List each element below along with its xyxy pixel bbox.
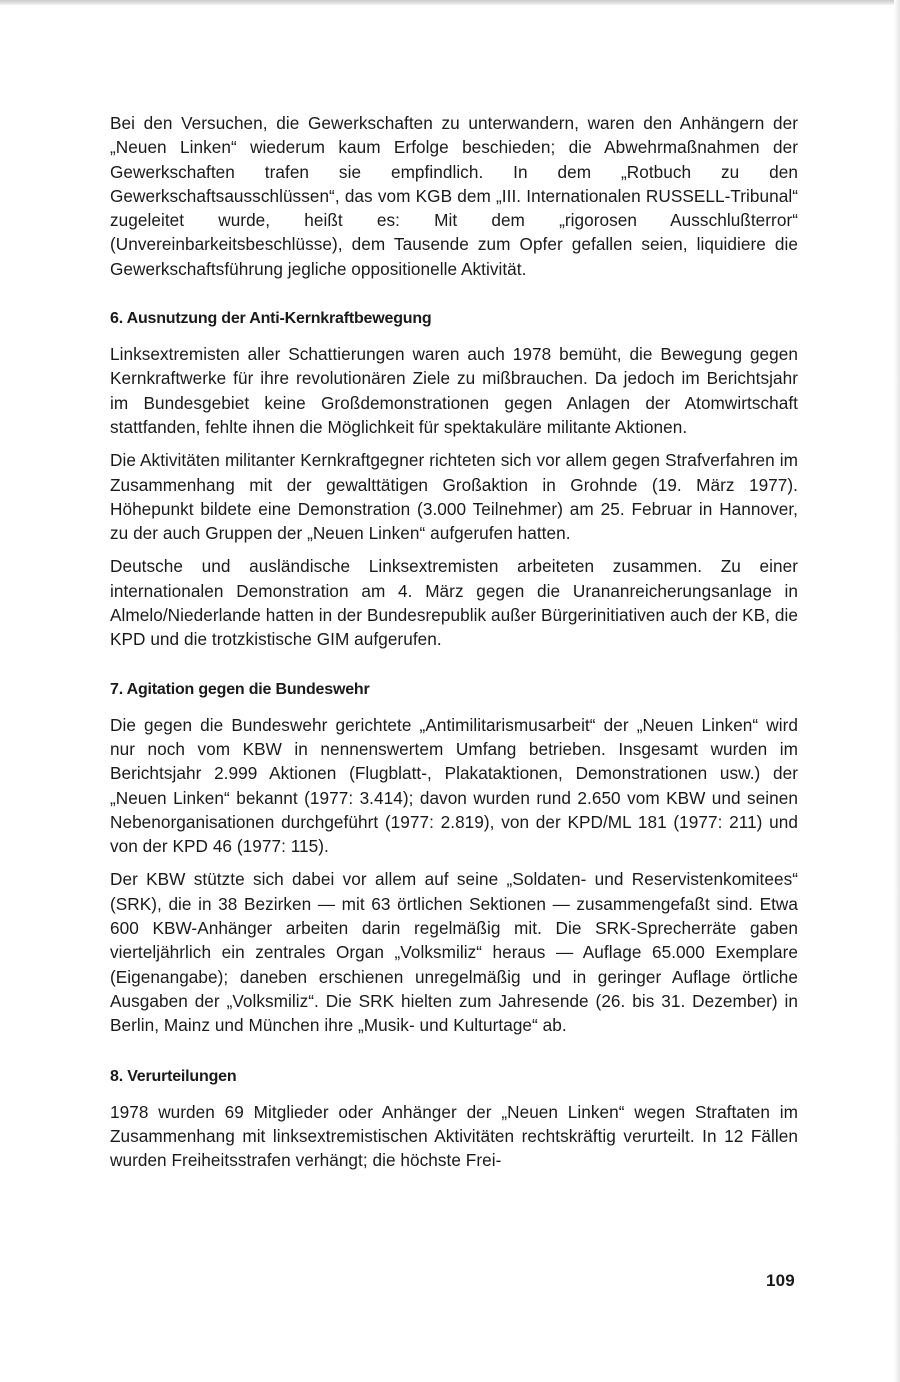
- section-heading: 6. Ausnutzung der Anti-Kernkraftbewegung: [110, 310, 432, 328]
- page-right-edge: [894, 0, 900, 1382]
- section-agitation-bundeswehr: [110, 679, 798, 1038]
- section-paragraph: Der KBW stützte sich dabei vor allem auf seine „Soldaten- und Reservistenkomitees“ (SRK), die in 38 Bezirken — mit 63 örtlichen Sektionen — zusammengefaßt sind. Etwa 600 KBW-Anhänger arbeiten darin regelmäßig mit. Die SRK-Sprecherräte gaben vierteljährlich ein zentrales Organ „Volksmiliz“ heraus — Auflage 65.000 Exemplare (Eigenangabe); daneben erschienen unregelmäßig und in geringer Auflage örtliche Ausgaben der „Volksmiliz“. Die SRK hielten zum Jahresende (26. bis 31. Dezember) in Berlin, Mainz und München ihre „Musik- und Kulturtage“ ab.: [110, 869, 798, 1036]
- intro-paragraph: Bei den Versuchen, die Gewerkschaften zu unterwandern, waren den Anhängern der „Neuen Linken“ wiederum kaum Erfolge beschieden; die Abwehrmaßnahmen der Gewerkschaften trafen sie empfindlich. In dem „Rotbuch zu den Gewerkschaftsausschlüssen“, das vom KGB dem „III. Internationalen RUSSELL-Tribunal“ zugeleitet wurde, heißt es: Mit dem „rigorosen Ausschlußterror“ (Unvereinbarkeitsbeschlüsse), dem Tausende zum Opfer gefallen seien, liquidiere die Gewerkschaftsführung jegliche oppositionelle Aktivität.: [110, 113, 798, 279]
- section-paragraph: Linksextremisten aller Schattierungen waren auch 1978 bemüht, die Bewegung gegen Kernkraftwerke für ihre revolutionären Ziele zu mißbrauchen. Da jedoch im Berichtsjahr im Bundesgebiet keine Großdemonstrationen gegen Anlagen der Atomwirtschaft stattfanden, fehlte ihnen die Möglichkeit für spektakuläre militante Aktionen.: [110, 344, 798, 437]
- section-paragraph: Die Aktivitäten militanter Kernkraftgegner richteten sich vor allem gegen Strafverfahren im Zusammenhang mit der gewalttätigen Großaktion in Grohnde (19. März 1977). Höhepunkt bildete eine Demonstration (3.000 Teilnehmer) am 25. Februar in Hannover, zu der auch Gruppen der „Neuen Linken“ aufgerufen hatten.: [110, 450, 798, 544]
- section-verurteilungen: [110, 1066, 798, 1173]
- section-heading: 8. Verurteilungen: [110, 1067, 237, 1085]
- page-top-edge: [0, 0, 900, 5]
- page-number: 109: [766, 1271, 795, 1290]
- document-body: [110, 111, 798, 1181]
- section-paragraph: Die gegen die Bundeswehr gerichtete „Antimilitarismusarbeit“ der „Neuen Linken“ wird nur noch vom KBW in nennenswertem Umfang betrieben. Insgesamt wurden im Berichtsjahr 2.999 Aktionen (Flugblatt-, Plakataktionen, Demonstrationen usw.) der „Neuen Linken“ bekannt (1977: 3.414); davon wurden rund 2.650 vom KBW und seinen Nebenorganisationen durchgeführt (1977: 2.819), von der KPD/ML 181 (1977: 211) und von der KPD 46 (1977: 115).: [110, 714, 798, 857]
- section-anti-kernkraftbewegung: [110, 308, 798, 652]
- section-paragraph: Deutsche und ausländische Linksextremisten arbeiteten zusammen. Zu einer internationalen Demonstration am 4. März gegen die Urananreicherungsanlage in Almelo/Niederlande hatten in der Bundesrepublik außer Bürgerinitiativen auch der KB, die KPD und die trotzkistische GIM aufgerufen.: [110, 556, 798, 650]
- section-heading: 7. Agitation gegen die Bundeswehr: [110, 680, 370, 698]
- section-paragraph: 1978 wurden 69 Mitglieder oder Anhänger der „Neuen Linken“ wegen Straftaten im Zusammenhang mit linksextremistischen Aktivitäten rechtskräftig verurteilt. In 12 Fällen wurden Freiheitsstrafen verhängt; die höchste Frei-: [110, 1101, 798, 1171]
